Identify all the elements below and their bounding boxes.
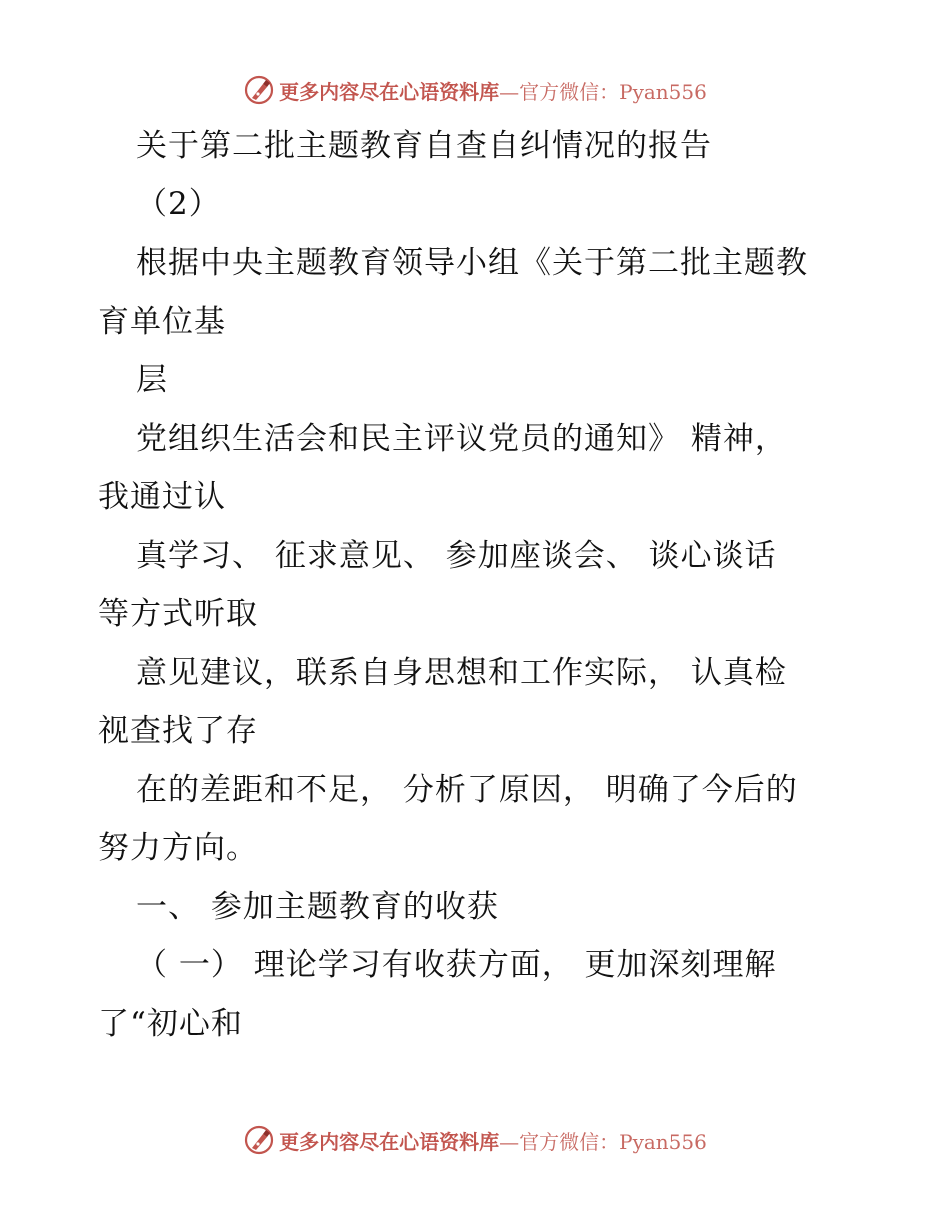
watermark-site-text: 更多内容尽在心语资料库 <box>279 79 500 104</box>
watermark-site-text: 更多内容尽在心语资料库 <box>279 1129 500 1154</box>
watermark-contact-id: Pyan556 <box>619 1129 707 1154</box>
watermark-contact-id: Pyan556 <box>619 79 707 104</box>
body-line-1: 根据中央主题教育领导小组《关于第二批主题教 <box>136 245 808 281</box>
body-line-14: 了“初心和 <box>98 1006 243 1042</box>
body-line-8: 意见建议，联系自身思想和工作实际， 认真检 <box>136 655 787 691</box>
document-title: 关于第二批主题教育自查自纠情况的报告 <box>136 128 712 164</box>
body-line-2: 育单位基 <box>98 304 226 340</box>
watermark-dash: — <box>499 1129 520 1154</box>
body-line-3: 层 <box>136 362 168 398</box>
body-line-9: 视查找了存 <box>98 713 258 749</box>
body-line-10: 在的差距和不足， 分析了原因， 明确了今后的 <box>136 772 798 808</box>
body-line-7: 等方式听取 <box>98 596 258 632</box>
document-number: （2） <box>136 186 221 222</box>
watermark-contact-label: 官方微信： <box>519 79 620 104</box>
pen-nib-logo-icon <box>243 1124 275 1156</box>
watermark-contact-label: 官方微信： <box>519 1129 620 1154</box>
section-heading-1: 一、 参加主题教育的收获 <box>136 889 499 925</box>
body-line-13: （ 一） 理论学习有收获方面， 更加深刻理解 <box>136 947 777 983</box>
body-line-5: 我通过认 <box>98 479 226 515</box>
watermark-dash: — <box>499 79 520 104</box>
footer-watermark <box>0 1120 950 1160</box>
body-line-4: 党组织生活会和民主评议党员的通知》 精神， <box>136 421 787 457</box>
body-line-6: 真学习、 征求意见、 参加座谈会、 谈心谈话 <box>136 538 777 574</box>
body-line-11: 努力方向。 <box>98 830 258 866</box>
